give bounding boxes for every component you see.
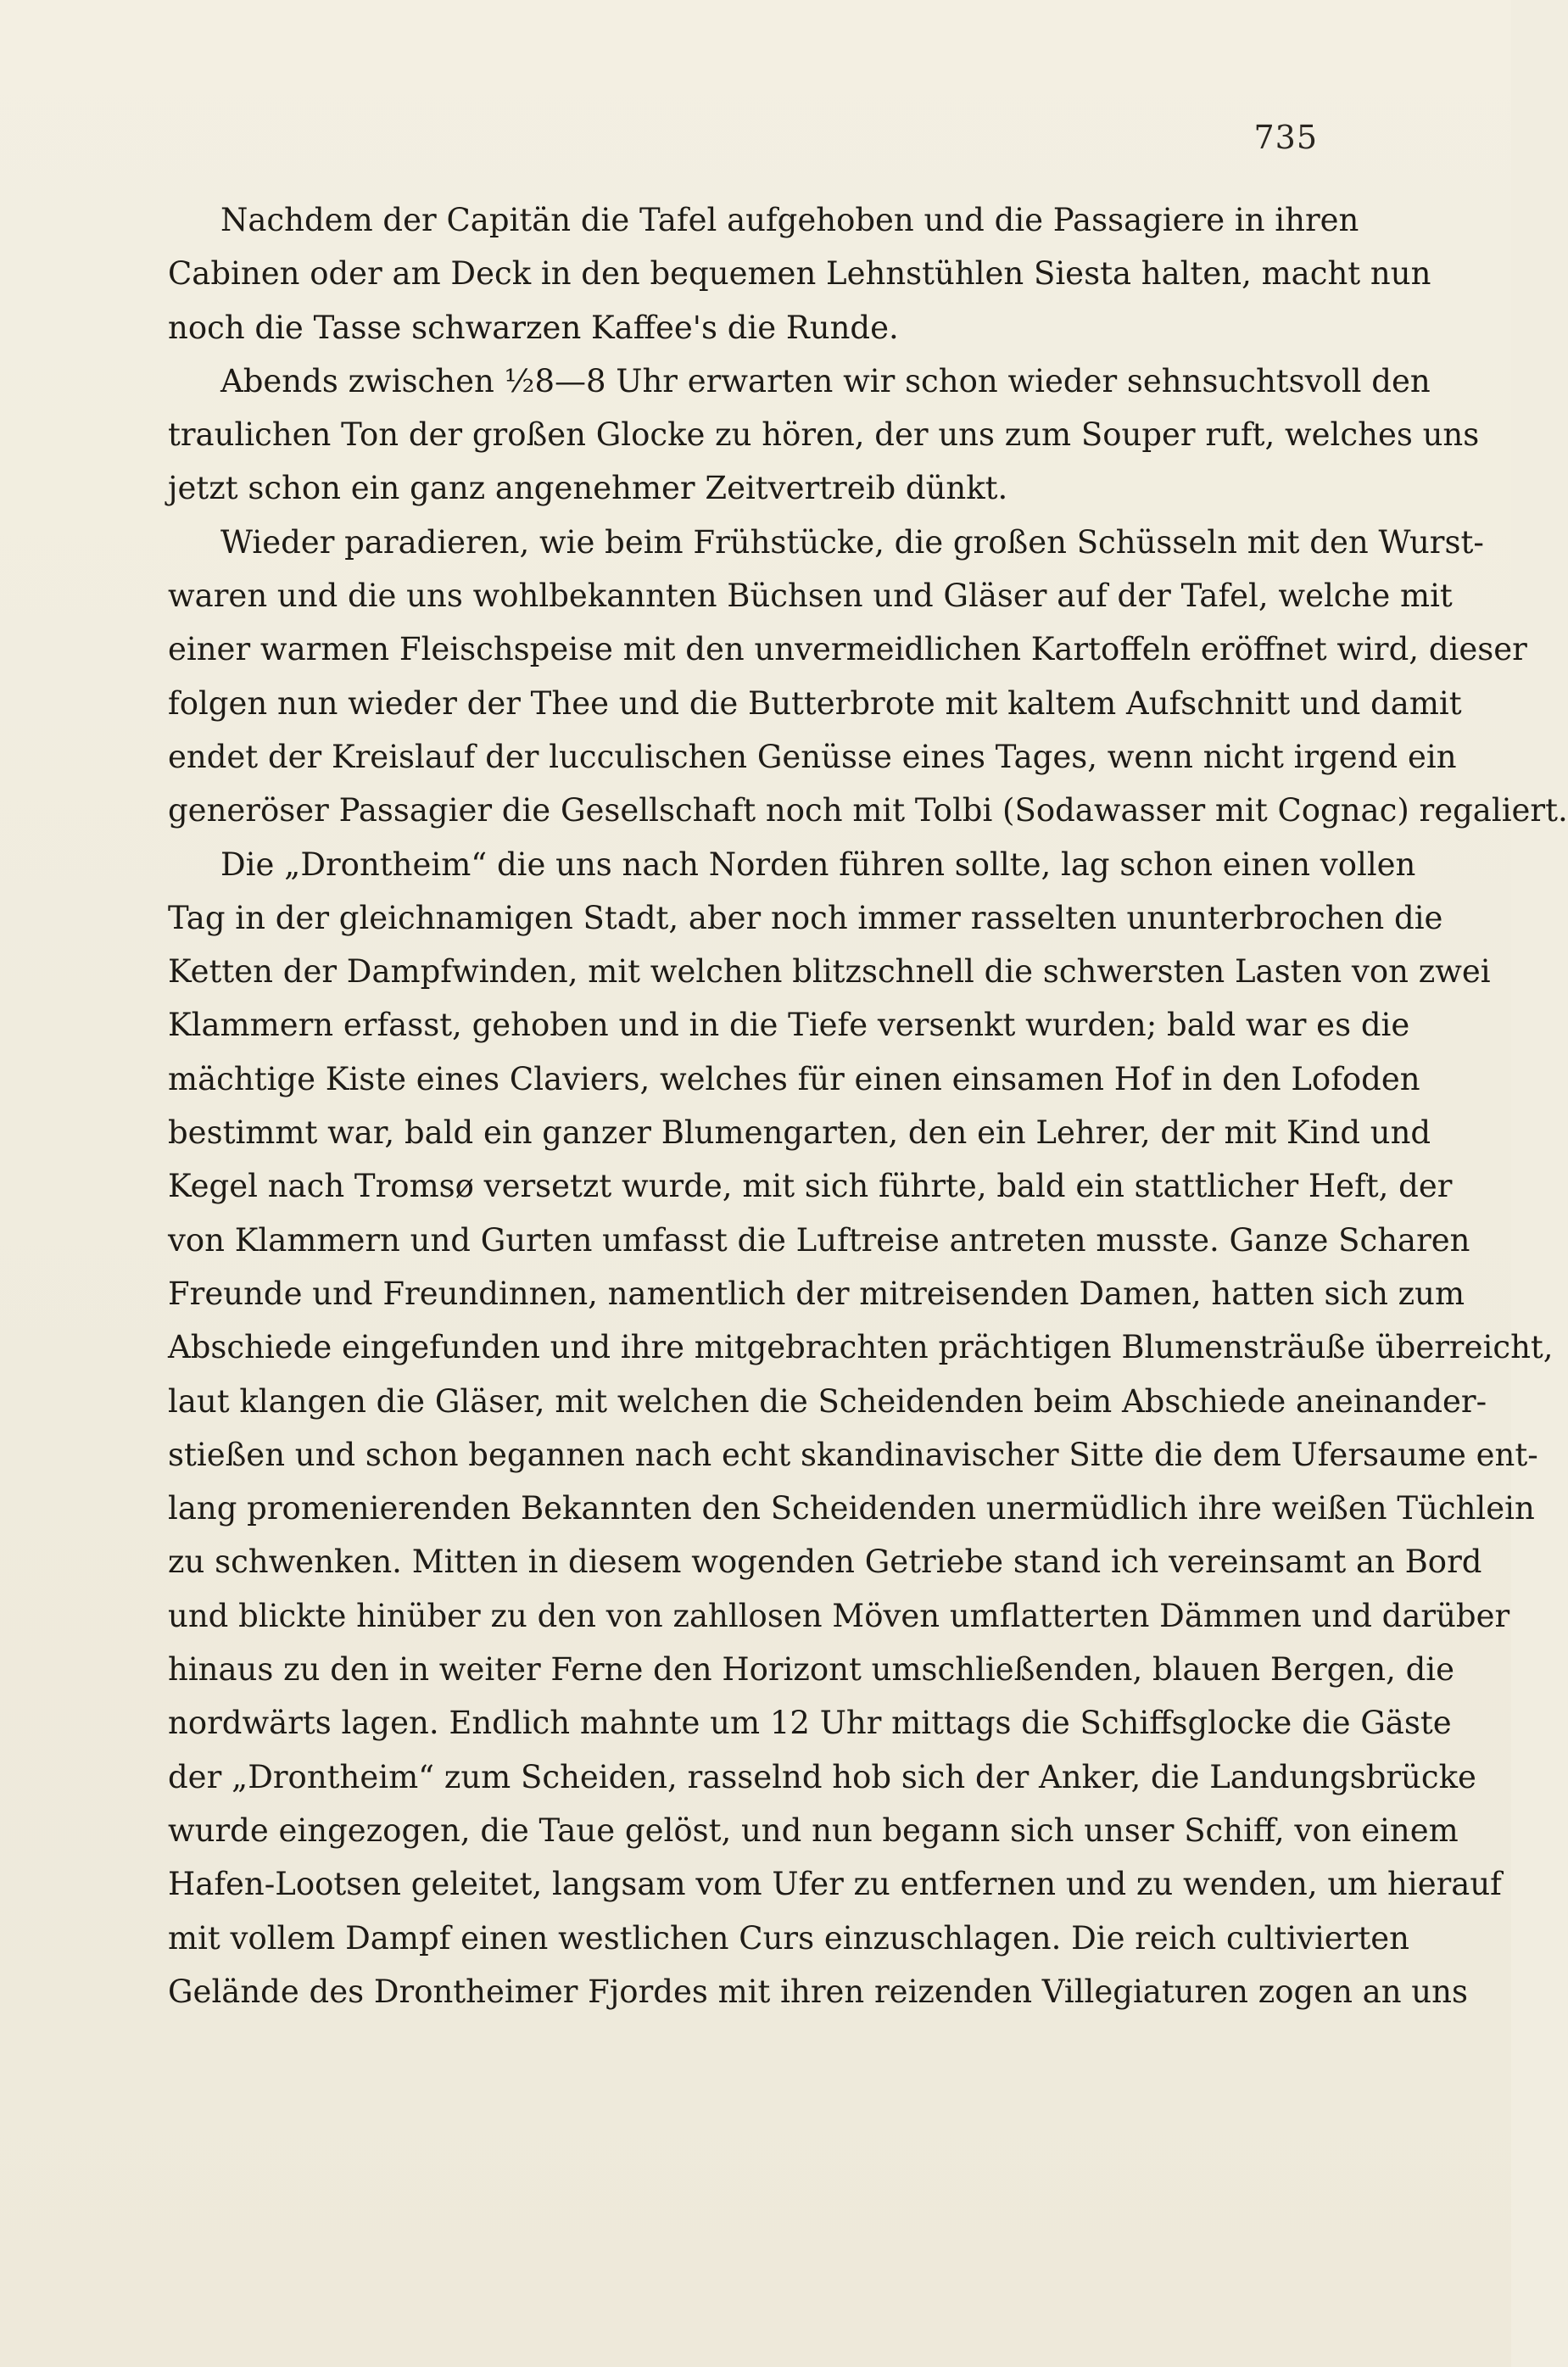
text-line: Gelände des Drontheimer Fjordes mit ihren reizenden Villegiaturen zogen an uns	[168, 1973, 1468, 2010]
text-line: Tag in der gleichnamigen Stadt, aber noch immer rasselten ununterbrochen die	[168, 899, 1443, 936]
text-line: waren und die uns wohlbekannten Büchsen und Gläser auf der Tafel, welche mit	[168, 578, 1453, 615]
text-line: und blickte hinüber zu den von zahllosen Möven umflatterten Dämmen und darüber	[168, 1597, 1510, 1634]
text-line: Freunde und Freundinnen, namentlich der mitreisenden Damen, hatten sich zum	[168, 1275, 1465, 1312]
text-line: nordwärts lagen. Endlich mahnte um 12 Uhr mittags die Schiffsglocke die Gäste	[168, 1705, 1452, 1742]
text-line: Abends zwischen ½8—8 Uhr erwarten wir schon wieder sehnsuchtsvoll den	[220, 362, 1431, 399]
text-line: bestimmt war, bald ein ganzer Blumengarten, den ein Lehrer, der mit Kind und	[168, 1114, 1431, 1152]
text-line: laut klangen die Gläser, mit welchen die Scheidenden beim Abschiede aneinander-	[168, 1382, 1487, 1420]
text-line: Hafen-Lootsen geleitet, langsam vom Ufer zu entfernen und zu wenden, um hierauf	[168, 1866, 1502, 1903]
text-line: Die „Drontheim“ die uns nach Norden führen sollte, lag schon einen vollen	[220, 846, 1416, 883]
text-line: folgen nun wieder der Thee und die Butterbrote mit kaltem Aufschnitt und damit	[168, 684, 1462, 722]
page-number: 735	[1253, 119, 1318, 156]
text-line: generöser Passagier die Gesellschaft noch mit Tolbi (Sodawasser mit Cognac) regaliert.	[168, 792, 1568, 829]
text-line: Nachdem der Capitän die Tafel aufgehoben und die Passagiere in ihren	[220, 202, 1359, 238]
text-line: stießen und schon begannen nach echt skandinavischer Sitte die dem Ufersaume ent-	[168, 1436, 1538, 1473]
text-line: Cabinen oder am Deck in den bequemen Lehnstühlen Siesta halten, macht nun	[168, 255, 1431, 293]
text-line: traulichen Ton der großen Glocke zu hören, der uns zum Souper ruft, welches uns	[168, 416, 1480, 454]
text-line: wurde eingezogen, die Taue gelöst, und nun begann sich unser Schiff, von einem	[168, 1812, 1459, 1849]
body-text	[168, 193, 1568, 2018]
text-line: Wieder paradieren, wie beim Frühstücke, die großen Schüsseln mit den Wurst-	[220, 523, 1484, 561]
text-line: der „Drontheim“ zum Scheiden, rasselnd hob sich der Anker, die Landungsbrücke	[168, 1758, 1476, 1795]
text-line: Kegel nach Tromsø versetzt wurde, mit sich führte, bald ein stattlicher Heft, der	[168, 1168, 1453, 1205]
text-line: Ketten der Dampfwinden, mit welchen blitzschnell die schwersten Lasten von zwei	[168, 953, 1491, 991]
text-line: Klammern erfasst, gehoben und in die Tiefe versenkt wurden; bald war es die	[168, 1007, 1410, 1044]
text-line: zu schwenken. Mitten in diesem wogenden Getriebe stand ich vereinsamt an Bord	[168, 1544, 1482, 1581]
text-line: einer warmen Fleischspeise mit den unvermeidlichen Kartoffeln eröffnet wird, dieser	[168, 631, 1527, 668]
text-line: von Klammern und Gurten umfasst die Luftreise antreten musste. Ganze Scharen	[168, 1221, 1470, 1259]
text-line: mächtige Kiste eines Claviers, welches für einen einsamen Hof in den Lofoden	[168, 1060, 1420, 1097]
text-line: mit vollem Dampf einen westlichen Curs einzuschlagen. Die reich cultivierten	[168, 1919, 1409, 1957]
text-line: hinaus zu den in weiter Ferne den Horizont umschließenden, blauen Bergen, die	[168, 1651, 1455, 1689]
text-line: endet der Kreislauf der lucculischen Genüsse eines Tages, wenn nicht irgend ein	[168, 738, 1457, 775]
text-line: lang promenierenden Bekannten den Scheidenden unermüdlich ihre weißen Tüchlein	[168, 1490, 1535, 1527]
text-line: noch die Tasse schwarzen Kaffee's die Runde.	[168, 309, 899, 346]
text-line: jetzt schon ein ganz angenehmer Zeitvertreib dünkt.	[168, 470, 1008, 507]
text-line: Abschiede eingefunden und ihre mitgebrachten prächtigen Blumensträuße überreicht,	[168, 1329, 1554, 1366]
